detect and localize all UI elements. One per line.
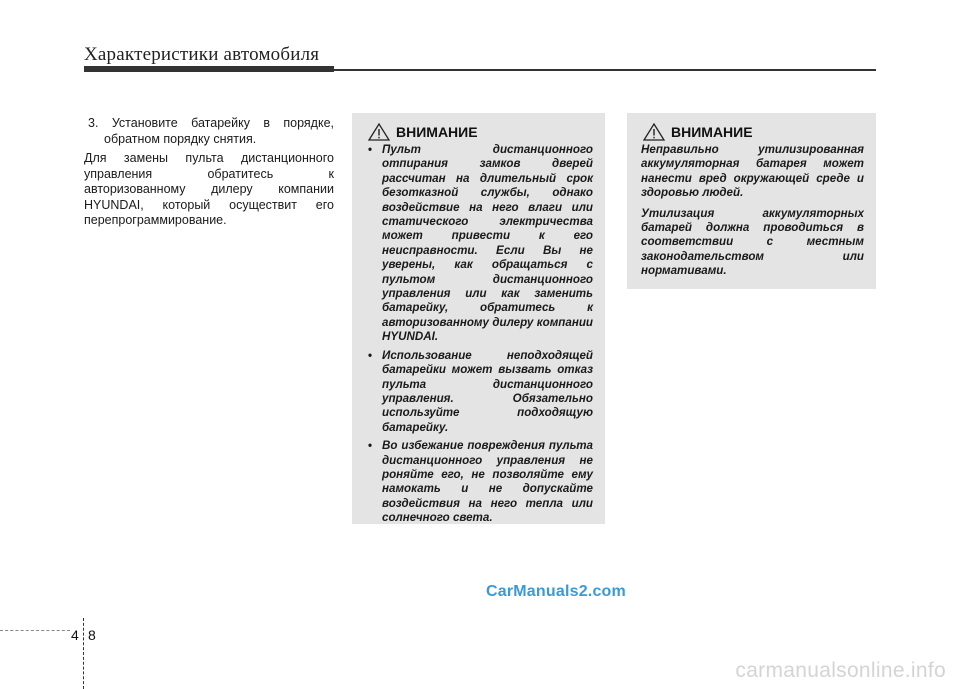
instruction-step-3: 3. Установите батарейку в порядке, обратном порядку снятия. (88, 116, 334, 146)
footer-rule (0, 630, 70, 631)
warning-triangle-icon (643, 123, 665, 141)
page-number: 8 (88, 627, 96, 643)
warning-box-battery-disposal (627, 113, 876, 289)
warning-item: • Пульт дистанционного отпирания замков дверей рассчитан на длительный срок безотказной службы, однако воздействие на него влаги или статического электричества может привести к его неисправности. Если Вы не уверены, как обращаться с пультом дистанционного управления или как заменить батарейку, обратитесь к авторизованному дилеру компании HYUNDAI. (366, 143, 593, 345)
site-watermark[interactable]: CarManuals2.com (486, 583, 626, 600)
warning-item: • Во избежание повреждения пульта дистанционного управления не роняйте его, не позволяйте ему намокать и не допускайте воздействия на него тепла или солнечного света. (366, 439, 593, 525)
page-header-title: Характеристики автомобиля (84, 44, 320, 65)
warning-paragraph: Неправильно утилизированная аккумуляторная батарея может нанести вред окружающей среде и здоровью людей. (641, 143, 864, 200)
dealer-paragraph: Для замены пульта дистанционного управления обратитесь к авторизованному дилеру компании HYUNDAI, который осуществит его перепрограммирование. (84, 151, 334, 227)
header-rule-thick (84, 66, 334, 72)
footer-watermark: carmanualsonline.info (735, 659, 946, 682)
warning-triangle-icon (368, 123, 390, 141)
left-column-text (84, 116, 334, 229)
warning-list (366, 143, 593, 526)
warning-box-remote (352, 113, 605, 524)
page-section-number: 4 (71, 627, 79, 643)
warning-title: ВНИМАНИЕ (396, 124, 478, 140)
warning-paragraph: Утилизация аккумуляторных батарей должна проводиться в соответствии с местным законодательством или нормативами. (641, 206, 864, 278)
warning-header (643, 123, 864, 141)
warning-header (368, 123, 593, 141)
warning-item: • Использование неподходящей батарейки может вызвать отказ пульта дистанционного управления. Обязательно используйте подходящую батарейку. (366, 349, 593, 435)
header-rule-thin (334, 69, 876, 71)
warning-title: ВНИМАНИЕ (671, 124, 753, 140)
page-number-divider (83, 618, 84, 689)
